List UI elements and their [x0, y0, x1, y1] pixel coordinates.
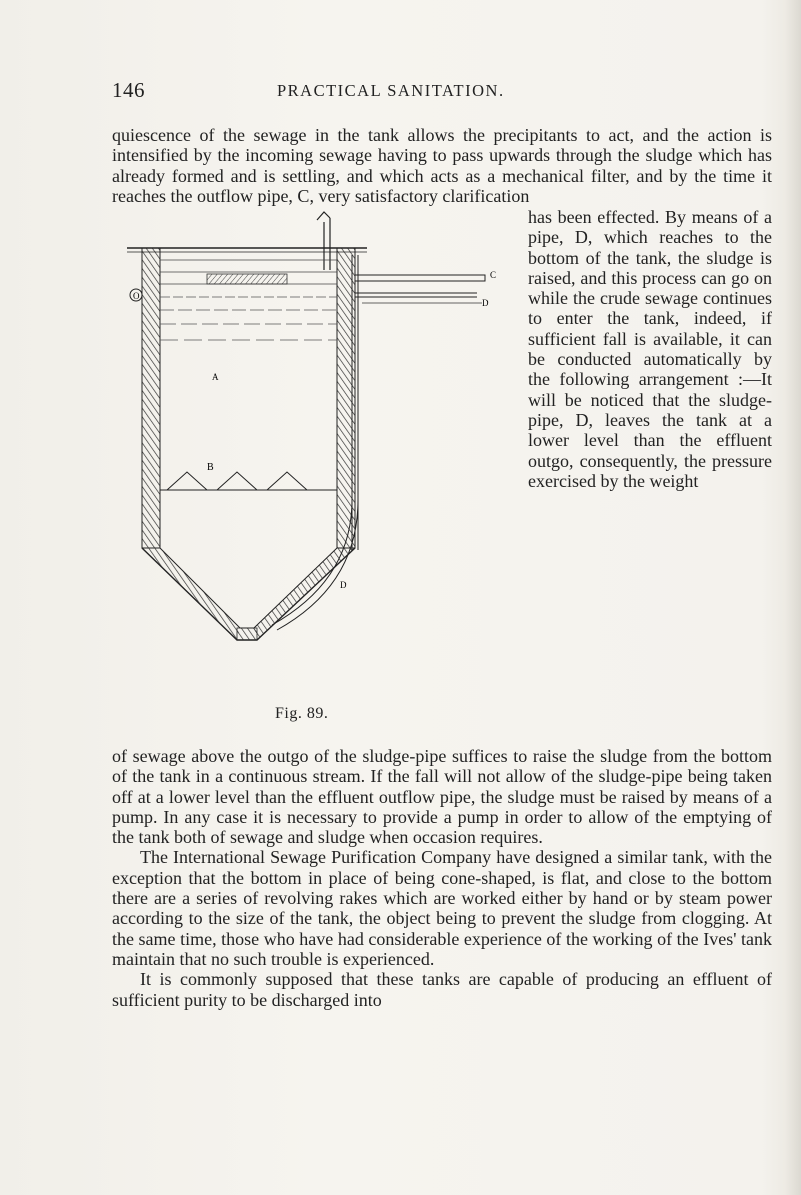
page-header — [112, 78, 772, 108]
paragraph-wrap: has been effected. By means of a pipe, D, which reaches to the bottom of the tank, the sludge is raised, and this process can go on while the crude sewage continues to enter the tank, indeed, if sufficient fall is available, it can be conducted automatically by the following arrangement :—It will be noticed that the sludge-pipe, D, leaves the tank at a lower level than the effluent outgo, consequently, the pressure exercised by the weight — [528, 207, 772, 491]
label-d2: D — [340, 580, 347, 590]
running-head: PRACTICAL SANITATION. — [277, 81, 505, 100]
tank-diagram-svg — [112, 200, 512, 660]
label-d: D — [482, 298, 489, 308]
label-a: A — [212, 372, 219, 382]
figure-caption: Fig. 89. — [275, 705, 329, 722]
label-o: O — [133, 291, 140, 301]
text-top — [112, 125, 772, 206]
page-edge-shadow — [785, 0, 801, 1195]
text-bottom — [112, 746, 772, 1010]
label-b: B — [207, 462, 214, 473]
paragraph-bottom-3: It is commonly supposed that these tanks are capable of producing an effluent of sufficient purity to be discharged into — [112, 969, 772, 1010]
label-c: C — [490, 270, 497, 280]
page-number: 146 — [112, 78, 145, 102]
paragraph-bottom-1: of sewage above the outgo of the sludge-pipe suffices to raise the sludge from the bottom of the tank in a continuous stream. If the fall will not allow of the sludge-pipe being taken off at a lower level than the effluent outflow pipe, the sludge must be raised by means of a pump. In any case it is necessary to provide a pump in order to allow of the emptying of the tank both of sewage and sludge when occasion requires. — [112, 746, 772, 848]
figure-tank-diagram — [112, 200, 512, 660]
paragraph-bottom-2: The International Sewage Purification Company have designed a similar tank, with the exception that the bottom in place of being cone-shaped, is flat, and close to the bottom there are a series of revolving rakes which are worked either by hand or by steam power according to the size of the tank, the object being to prevent the sludge from clogging. At the same time, those who have had considerable experience of the working of the Ives' tank maintain that no such trouble is experienced. — [112, 847, 772, 969]
wrap-text-column — [528, 207, 772, 491]
paragraph-top: quiescence of the sewage in the tank allows the precipitants to act, and the action is intensified by the incoming sewage having to pass upwards through the sludge which has already formed and is settling, and which acts as a mechanical filter, and by the time it reaches the outflow pipe, C, very satisfactory clarification — [112, 125, 772, 206]
